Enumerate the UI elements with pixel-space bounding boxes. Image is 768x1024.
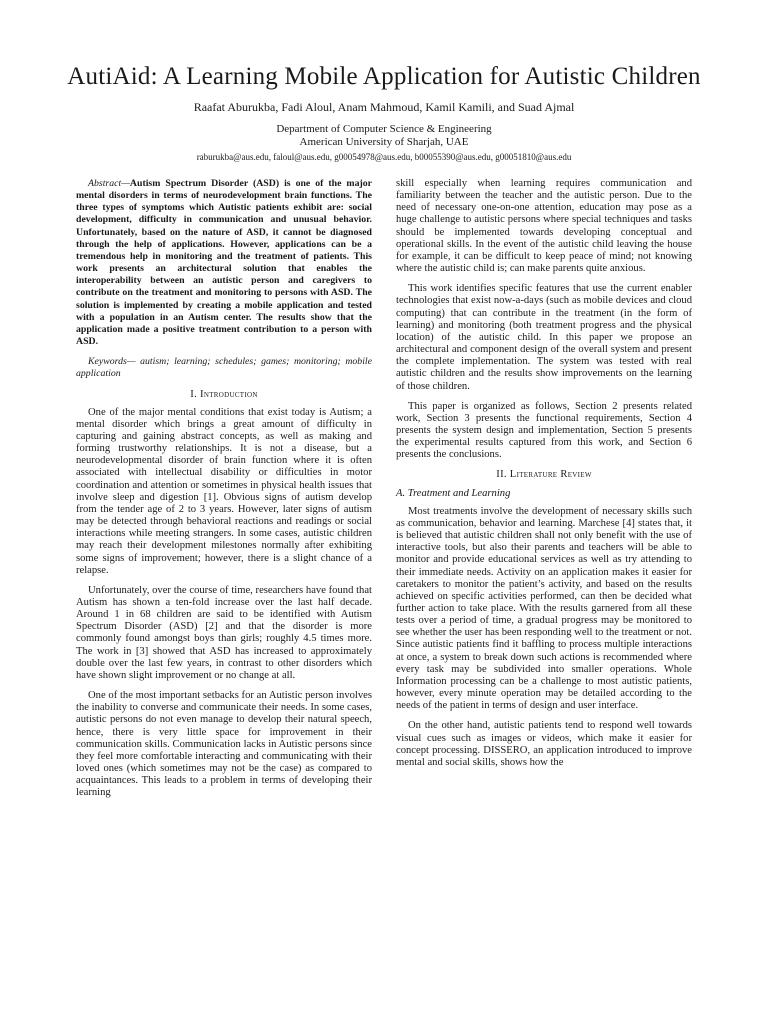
affiliation	[0, 123, 768, 148]
paragraph: skill especially when learning requires communication and familiarity between the teacher and the autistic person. Due to the need of necessary one-on-one attention, education may pose as a huge challenge to autistic persons where special techniques and tasks should be implemented towards developing conceptual and operational skills. In the event of the autistic child leaving the house for example, it can be difficult to keep peace of mind; not knowing where the autistic child is; can make parents quite anxious.	[396, 178, 692, 275]
section-heading-introduction: I. Introduction	[190, 388, 258, 400]
paragraph: This paper is organized as follows, Section 2 presents related work, Section 3 presents the functional requirements, Section 4 presents the system design and implementation, Section 5 presents the experimental results captured from this work, and Section 6 presents the conclusions.	[396, 400, 692, 461]
paragraph: This work identifies specific features that use the current enabler technologies that exist now-a-days (such as mobile devices and cloud computing) that can contribute in the treatment (in the form of learning) and monitoring (both treatment progress and the physical location) of the autistic child. In this paper we propose an architectural and component design of the overall system and present the complete implementation. The system was tested with real autistic children and the results show improvements on the learning of those children.	[396, 283, 692, 392]
keywords: Keywords— autism; learning; schedules; games; monitoring; mobile application	[76, 356, 372, 380]
abstract-dash: —	[121, 178, 130, 189]
subsection-heading: A. Treatment and Learning	[396, 487, 511, 499]
paragraph: On the other hand, autistic patients tend to respond well towards visual cues such as images or videos, which make it easier for concept processing. DISSERO, an application introduced to improve mental and social skills, shows how the	[396, 720, 692, 768]
paragraph: Most treatments involve the development of necessary skills such as communication, behavior and learning. Marchese [4] states that, it is believed that autistic children shall not only benefit with the use of interactive tools, but also their parents and teachers will be able to monitor and provide educational services as well as try attending to their immediate needs. Activity on an application makes it easier for caretakers to monitor the patient’s activity, and based on the results achieved on specific activities performed, can then be decided what further action to take place. With the results garnered from all these tests over a period of time, a gradual progress may be monitored to see whether the user has been responding well to the treatment or not. Since autistic patients find it baffling to process multiple interactions at once, a system to break down such actions is recommended where every task may be subdivided into smaller operations. Whole Information processing can be a challenge to most autistic patients, however, every minute operation may be detailed according to the needs of the patient in terms of design and user interface.	[396, 505, 692, 712]
author-emails: raburukba@aus.edu, faloul@aus.edu, g00054978@aus.edu, b00055390@aus.edu, g00051810@aus.edu	[196, 152, 572, 162]
paper-title: AutiAid: A Learning Mobile Application for Autistic Children	[67, 63, 701, 90]
paragraph: One of the major mental conditions that exist today is Autism; a mental disorder which brings a great amount of difficulty in capturing and gaining abstract concepts, as well as making and forming trustworthy relationships. It is not a disease, but a neurodevelopmental disorder of brain function where it is often associated with intellectual disability or difficulties in motor coordination and attention or sometimes in physical health issues that involve sleep and digestion [1]. Obvious signs of autism develop from the tender age of 2 to 3 years. However, later signs of autism may be detected through behavioral reactions and readings or social interactions while meeting strangers. In some cases, autistic children may reach their development milestones normally after exhibiting some signs of improvement; however, there is a slight chance of a relapse.	[76, 406, 372, 576]
paragraph: One of the most important setbacks for an Autistic person involves the inability to converse and communicate their needs. In some cases, autistic persons do not even manage to develop their natural speech, hence, there is very little space for improvement in their communication skills. Communication lacks in Autistic persons since they feel more comfortable interacting and communicating with their loved ones (which sometimes may not be the case) as compared to acquaintances. This leads to a problem in terms of developing their learning	[76, 690, 372, 799]
abstract-text: Autism Spectrum Disorder (ASD) is one of the major mental disorders in terms of neurodevelopment brain functions. The three types of symptoms which Autistic patients exhibit are: social development, difficulty in communication and unusual behavior. Unfortunately, based on the nature of ASD, it cannot be diagnosed through the help of applications. However, applications can be a tremendous help in monitoring and the treatment of patients. This work presents an architectural solution that enables the interoperability between an autistic person and caregivers to contribute on the treatment and monitoring to persons with ASD. The solution is implemented by creating a mobile application and tested with a population in an Autism center. The results show that the application made a positive treatment contribution to a person with ASD.	[76, 178, 372, 348]
section-heading-literature-review: II. Literature Review	[496, 469, 592, 481]
abstract	[76, 178, 372, 348]
right-column	[396, 178, 692, 777]
abstract-label: Abstract	[88, 178, 122, 189]
author-list: Raafat Aburukba, Fadi Aloul, Anam Mahmoud, Kamil Kamili, and Suad Ajmal	[193, 100, 575, 114]
left-column	[76, 178, 372, 808]
department: Department of Computer Science & Engineering	[276, 123, 492, 135]
paragraph: Unfortunately, over the course of time, researchers have found that Autism has shown a ten-fold increase over the last half decade. Around 1 in 68 children are said to be identified with Autism Spectrum Disorder (ASD) [2] and that the disorder is more commonly found amongst boys than girls; roughly 4.5 times more. The work in [3] showed that ASD has increased to approximately double over the last few years, in contrast to other disorders which have shown slight improvement or no change at all.	[76, 584, 372, 681]
university: American University of Sharjah, UAE	[299, 135, 469, 148]
